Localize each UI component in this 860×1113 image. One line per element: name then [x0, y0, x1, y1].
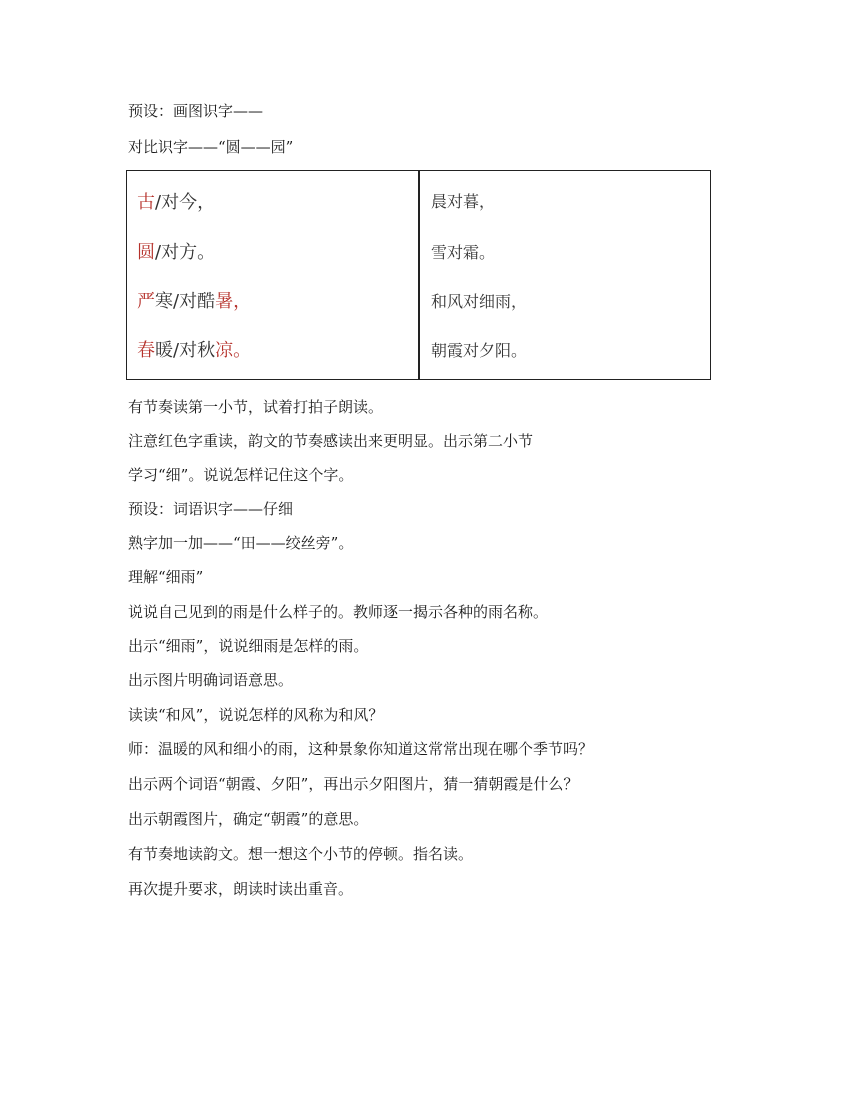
verse-emphasis: 凉。 [215, 340, 252, 361]
body-line: 出示“细雨”，说说细雨是怎样的雨。 [128, 637, 369, 655]
body-line: 再次提升要求，朗读时读出重音。 [128, 880, 354, 898]
verse-text: /对今， [155, 192, 216, 213]
verse-text: 暖/对秋 [155, 340, 216, 361]
body-line: 熟字加一加——“田——绞丝旁”。 [128, 534, 354, 552]
body-line: 说说自己见到的雨是什么样子的。教师逐一揭示各种的雨名称。 [128, 603, 549, 621]
intro-line: 对比识字——“圆——园” [128, 138, 294, 156]
body-line: 理解“细雨” [128, 568, 204, 586]
verse-line: 雪对霜。 [431, 243, 496, 262]
verse-column-right [431, 171, 701, 379]
verse-line: 和风对细雨， [431, 292, 528, 311]
body-line: 出示两个词语“朝霞、夕阳”，再出示夕阳图片，猜一猜朝霞是什么？ [128, 775, 579, 793]
body-line: 预设：词语识字——仔细 [128, 500, 294, 518]
body-line: 有节奏读第一小节，试着打拍子朗读。 [128, 398, 384, 416]
verse-line [137, 241, 215, 265]
verse-line: 朝霞对夕阳。 [431, 341, 528, 360]
verse-line [137, 290, 251, 314]
body-line: 出示朝霞图片，确定“朝霞”的意思。 [128, 810, 369, 828]
body-line: 有节奏地读韵文。想一想这个小节的停顿。指名读。 [128, 845, 474, 863]
body-line: 读读“和风”，说说怎样的风称为和风？ [128, 706, 384, 724]
body-line: 师：温暖的风和细小的雨，这种景象你知道这常常出现在哪个季节吗？ [128, 740, 594, 758]
body-line: 注意红色字重读，韵文的节奏感读出来更明显。出示第二小节 [128, 432, 534, 450]
verse-emphasis: 春 [137, 340, 155, 361]
verse-emphasis: 圆 [137, 242, 155, 263]
verse-text: 寒/对酷 [155, 291, 216, 312]
table-divider [418, 171, 420, 379]
verse-emphasis: 严 [137, 291, 155, 312]
verse-line: 晨对暮， [431, 192, 496, 211]
verse-text: /对方。 [155, 242, 216, 263]
body-line: 出示图片明确词语意思。 [128, 671, 294, 689]
verse-line [137, 191, 215, 215]
verse-emphasis: 暑， [215, 291, 252, 312]
verse-column-left [137, 171, 407, 379]
body-line: 学习“细”。说说怎样记住这个字。 [128, 466, 354, 484]
intro-line: 预设：画图识字—— [128, 102, 264, 120]
verse-emphasis: 古 [137, 192, 155, 213]
verse-line [137, 339, 251, 363]
verse-table [126, 170, 711, 380]
